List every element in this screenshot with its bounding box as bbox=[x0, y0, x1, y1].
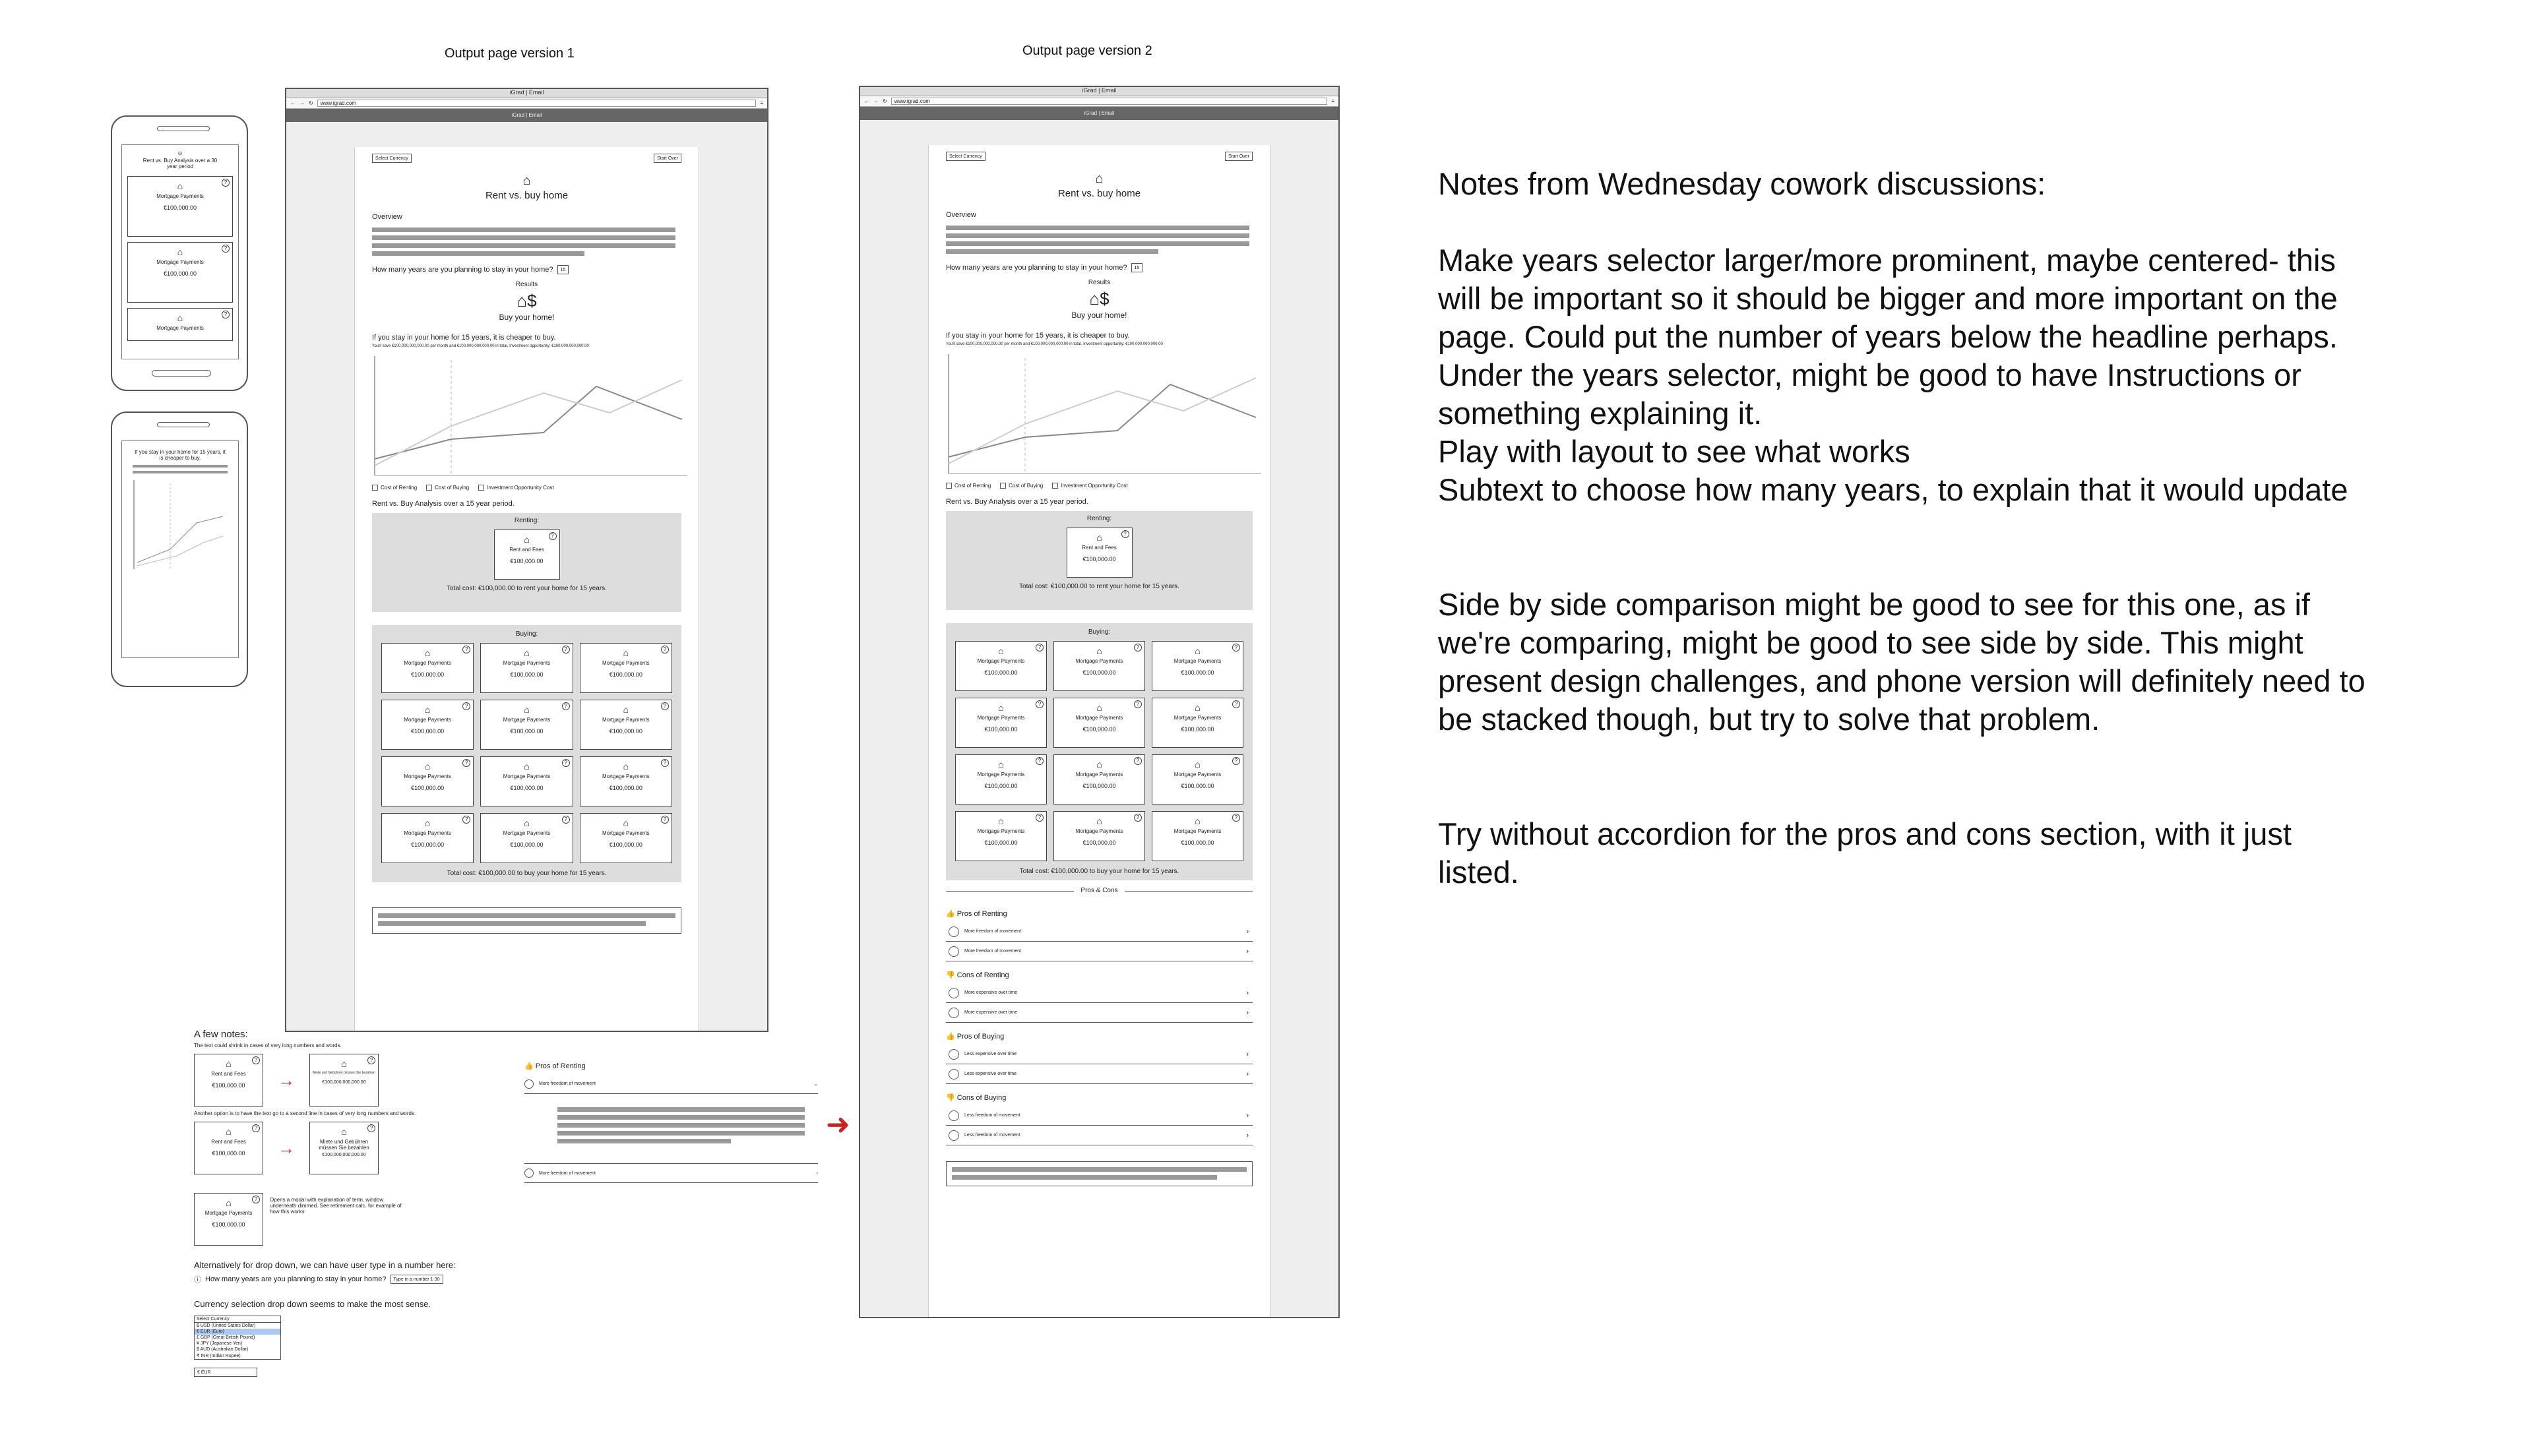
buy-card[interactable]: ? ⌂ Mortgage Payments €100,000.00 bbox=[580, 643, 672, 693]
buy-card[interactable]: ? ⌂ Mortgage Payments €100,000.00 bbox=[1053, 754, 1145, 804]
list-item[interactable]: More freedom of movement › bbox=[946, 922, 1253, 942]
few-notes: A few notes: The text could shrink in cases of very long numbers and words. ? ⌂ Rent and Fees €100,000.00 → ? ⌂ Miete und Gebühren müssen Sie bezahlen €100,000,000,000.00 Another option is to have the text go to a second line in cases of very long numbers and words. ? ⌂ Rent and Fees €100,000.00 → ? ⌂ Miete und Gebühren müssen Sie bezahlen €100,000,000,000.00 ? ⌂ Mortgage Payments €100,000.00 Opens a modal with explanation of term, window underneath dimmed. See retirement calc. for example of how this works Alternatively for drop down, we can have user type in a number here: ⓘ How many years are you planning to stay in your home? Type in a number 1-30 Currency selection drop down seems to make the most sense. Select Currency $ USD (United States Dollar) € EUR (Euro) £ GBP (Great British Pound) ¥ JPY (Japanese Yen) $ AUD (Australian Dollar) ₹ INR (Indian Rupee) € EUR bbox=[194, 1029, 524, 1377]
list-item[interactable]: Less freedom of movement › bbox=[946, 1106, 1253, 1126]
buy-card[interactable]: ? ⌂ Mortgage Payments €100,000.00 bbox=[580, 756, 672, 806]
years-select[interactable]: 15 bbox=[1131, 263, 1143, 272]
back-icon[interactable]: ← bbox=[864, 98, 869, 104]
start-over-button[interactable]: Start Over bbox=[654, 154, 681, 163]
home-icon: ⌂ bbox=[522, 173, 531, 188]
phone-card: ? ⌂ Mortgage Payments €100,000.00 bbox=[127, 176, 233, 237]
url-field[interactable]: www.igrad.com bbox=[891, 98, 1328, 105]
years-number-input[interactable]: Type in a number 1-30 bbox=[391, 1275, 443, 1284]
page-title: Rent vs. buy home bbox=[485, 190, 569, 201]
buy-card[interactable]: ? ⌂ Mortgage Payments €100,000.00 bbox=[480, 643, 573, 693]
buy-card[interactable]: ? ⌂ Mortgage Payments €100,000.00 bbox=[955, 641, 1047, 691]
pros-buying-heading: 👍 Pros of Buying bbox=[946, 1033, 1005, 1041]
overview-heading: Overview bbox=[372, 213, 402, 221]
home-icon: ⌂ bbox=[1095, 171, 1104, 186]
phone-clock-icon: ⊙ bbox=[177, 150, 183, 156]
url-field[interactable]: www.igrad.com bbox=[317, 100, 757, 107]
buy-card[interactable]: ? ⌂ Mortgage Payments €100,000.00 bbox=[381, 813, 474, 863]
reload-icon[interactable]: ↻ bbox=[883, 98, 887, 104]
menu-icon[interactable]: ≡ bbox=[760, 100, 763, 106]
buy-card[interactable]: ? ⌂ Mortgage Payments €100,000.00 bbox=[955, 811, 1047, 861]
buy-card[interactable]: ? ⌂ Mortgage Payments €100,000.00 bbox=[1152, 754, 1243, 804]
cons-renting-heading: 👎 Cons of Renting bbox=[946, 971, 1009, 980]
buy-card[interactable]: ? ⌂ Mortgage Payments €100,000.00 bbox=[580, 813, 672, 863]
buy-card[interactable]: ? ⌂ Mortgage Payments €100,000.00 bbox=[955, 698, 1047, 748]
rent-card[interactable]: ? ⌂ Rent and Fees €100,000.00 bbox=[1067, 528, 1133, 578]
currency-select-collapsed[interactable]: € EUR bbox=[194, 1368, 257, 1377]
note-card: ? ⌂ Rent and Fees €100,000.00 bbox=[194, 1054, 263, 1107]
line-chart-v2 bbox=[946, 351, 1263, 477]
buy-card[interactable]: ? ⌂ Mortgage Payments €100,000.00 bbox=[480, 813, 573, 863]
buy-card[interactable]: ? ⌂ Mortgage Payments €100,000.00 bbox=[1053, 698, 1145, 748]
house-icon: ⌂ bbox=[177, 247, 183, 257]
years-select[interactable]: 15 bbox=[557, 265, 569, 274]
house-dollar-icon: ⌂$ bbox=[516, 291, 537, 311]
list-item[interactable]: Less expensive over time › bbox=[946, 1045, 1253, 1064]
buying-grid bbox=[381, 643, 672, 863]
list-item[interactable]: More freedom of movement › bbox=[946, 942, 1253, 961]
title-version-1: Output page version 1 bbox=[445, 46, 575, 61]
buy-card[interactable]: ? ⌂ Mortgage Payments €100,000.00 bbox=[1053, 641, 1145, 691]
buy-card[interactable]: ? ⌂ Mortgage Payments €100,000.00 bbox=[480, 700, 573, 750]
phone-card: ? ⌂ Mortgage Payments €100,000.00 bbox=[127, 242, 233, 303]
arrow-icon: → bbox=[278, 1070, 295, 1090]
line-chart-v1 bbox=[372, 353, 689, 479]
start-over-button[interactable]: Start Over bbox=[1225, 152, 1253, 161]
page-title: Rent vs. buy home bbox=[1057, 188, 1141, 199]
discussion-notes: Notes from Wednesday cowork discussions: Make years selector larger/more prominent, maybe centered- this will be important so it should be bigger and more important on the page. Could put the number of years below the headline perhaps. Under the years selector, might be good to have Instructions or something explaining it. Play with layout to see what works Subtext to choose how many years, to explain that it would update Side by side comparison might be good to see for this one, as if we're comparing, might be good to see side by side. This might present design challenges, and phone version will definitely need to be stacked though, but try to solve that problem. Try without accordion for the pros and cons section, with it just listed. bbox=[1438, 166, 2365, 890]
list-item[interactable]: Less expensive over time › bbox=[946, 1064, 1253, 1084]
forward-icon[interactable]: → bbox=[299, 100, 305, 106]
cons-buying-heading: 👎 Cons of Buying bbox=[946, 1094, 1007, 1103]
buy-card[interactable]: ? ⌂ Mortgage Payments €100,000.00 bbox=[480, 756, 573, 806]
phone-card: ? ⌂ Mortgage Payments bbox=[127, 308, 233, 341]
back-icon[interactable]: ← bbox=[290, 100, 296, 106]
currency-select[interactable]: Select Currency bbox=[372, 154, 412, 163]
footer-box bbox=[372, 907, 681, 934]
house-icon: ⌂ bbox=[177, 313, 183, 323]
pros-cons-list bbox=[946, 909, 1253, 1145]
currency-select[interactable]: Select Currency bbox=[946, 152, 985, 161]
list-item[interactable]: Less freedom of movement › bbox=[946, 1126, 1253, 1145]
buy-card[interactable]: ? ⌂ Mortgage Payments €100,000.00 bbox=[381, 643, 474, 693]
buy-card[interactable]: ? ⌂ Mortgage Payments €100,000.00 bbox=[1152, 811, 1243, 861]
red-arrow-icon: ➜ bbox=[826, 1108, 850, 1141]
buy-card[interactable]: ? ⌂ Mortgage Payments €100,000.00 bbox=[1053, 811, 1145, 861]
rent-card[interactable]: ? ⌂ Rent and Fees €100,000.00 bbox=[494, 530, 560, 580]
browser-window-v2: iGrad | Email ← → ↻ www.igrad.com ≡ iGrad | Email Select Currency Start Over ⌂ Rent vs. buy home Overview How many years are you planning to stay in your home? 15 Results ⌂$ Buy your home! If you stay in your home for 15 years, it is cheaper to buy. You'll save €100,000,000,000.00 per month and €100,000,000,000.00 in total. Investment opportunity: €100,000,000,000.00 Cost of Renting Cost of Buying Investment Opportunity Cost Rent vs. Buy Analysis over a 15 year period. Renting: ? ⌂ Rent and Fees €100,000.00 Total cost: €100,000.00 to rent your home for 15 years. Buying: ? ⌂ Mortgage Payments €100,000.00 ? ⌂ Mortgage Payments €100,000.00 ? ⌂ Mortgage Payments €100,000.00 ? ⌂ Mortgage Payments €100,000.00 ? ⌂ Mortgage Payments €100,000.00 ? ⌂ Mortgage Payments €100,000.00 ? ⌂ Mortgage Payments €100,000.00 ? ⌂ Mortgage Payments €100,000.00 ? ⌂ Mortgage Payments €100,000.00 ? ⌂ Mortgage Payments €100,000.00 ? ⌂ Mortgage Payments €100,000.00 ? ⌂ Mortgage Payments €100,000.00 Total cost: €100,000.00 to buy your home for 15 years. Pros & Cons 👍 Pros of Renting More freedom of movement › More freedom of movement › 👎 Cons of Renting More expensive over time › More expensive over time › 👍 Pros of Buying Less expensive over time › Less expensive over time › 👎 Cons of Buying Less freedom of movement › Less freedom of movement › bbox=[859, 86, 1340, 1318]
buy-card[interactable]: ? ⌂ Mortgage Payments €100,000.00 bbox=[381, 756, 474, 806]
buy-card[interactable]: ? ⌂ Mortgage Payments €100,000.00 bbox=[381, 700, 474, 750]
buy-card[interactable]: ? ⌂ Mortgage Payments €100,000.00 bbox=[955, 754, 1047, 804]
footer-box bbox=[946, 1161, 1253, 1186]
currency-dropdown[interactable]: Select Currency $ USD (United States Dollar) € EUR (Euro) £ GBP (Great British Pound) ¥ JPY (Japanese Yen) $ AUD (Australian Dollar) ₹ INR (Indian Rupee) bbox=[194, 1316, 281, 1360]
renting-section: Renting: ? ⌂ Rent and Fees €100,000.00 Total cost: €100,000.00 to rent your home for 15 years. bbox=[946, 511, 1253, 610]
accordion-example: 👍 Pros of Renting More freedom of movement ⌄ More freedom of movement › bbox=[524, 1062, 818, 1183]
buying-section: Buying: ? ⌂ Mortgage Payments €100,000.00 ? ⌂ Mortgage Payments €100,000.00 ? ⌂ Mortgage Payments €100,000.00 ? ⌂ Mortgage Payments €100,000.00 ? ⌂ Mortgage Payments €100,000.00 ? ⌂ Mortgage Payments €100,000.00 ? ⌂ Mortgage Payments €100,000.00 ? ⌂ Mortgage Payments €100,000.00 ? ⌂ Mortgage Payments €100,000.00 ? ⌂ Mortgage Payments €100,000.00 ? ⌂ Mortgage Payments €100,000.00 ? ⌂ Mortgage Payments €100,000.00 Total cost: €100,000.00 to buy your home for 15 years. bbox=[372, 625, 681, 882]
renting-section: Renting: ? ⌂ Rent and Fees €100,000.00 Total cost: €100,000.00 to rent your home for 15 years. bbox=[372, 513, 681, 612]
forward-icon[interactable]: → bbox=[873, 98, 879, 104]
browser-window-v1: iGrad | Email ← → ↻ www.igrad.com ≡ iGrad | Email Select Currency Start Over ⌂ Rent vs. buy home Overview How many years are you planning to stay in your home? 15 Results ⌂$ Buy your home! If you stay in your home for 15 years, it is cheaper to buy. You'll save €100,000,000,000.00 per month and €100,000,000,000.00 in total. Investment opportunity: €100,000,000,000.00 Cost of Renting Cost of Buying Investment Opportunity Cost Rent vs. Buy Analysis over a 15 year period. Renting: ? ⌂ Rent and Fees €100,000.00 Total cost: €100,000.00 to rent your home for 15 years. Buying: ? ⌂ Mortgage Payments €100,000.00 ? ⌂ Mortgage Payments €100,000.00 ? ⌂ Mortgage Payments €100,000.00 ? ⌂ Mortgage Payments €100,000.00 ? ⌂ Mortgage Payments €100,000.00 ? ⌂ Mortgage Payments €100,000.00 ? ⌂ Mortgage Payments €100,000.00 ? ⌂ Mortgage Payments €100,000.00 ? ⌂ Mortgage Payments €100,000.00 ? ⌂ Mortgage Payments €100,000.00 ? ⌂ Mortgage Payments €100,000.00 ? ⌂ Mortgage Payments €100,000.00 Total cost: €100,000.00 to buy your home for 15 years. bbox=[285, 88, 768, 1032]
buy-card[interactable]: ? ⌂ Mortgage Payments €100,000.00 bbox=[1152, 641, 1243, 691]
phone-mockup-1: ⊙ Rent vs. Buy Analysis over a 30 year period ? ⌂ Mortgage Payments €100,000.00 ? ⌂ Mortgage Payments €100,000.00 ? ⌂ Mortgage Payments bbox=[111, 115, 248, 391]
title-version-2: Output page version 2 bbox=[1022, 44, 1152, 58]
buying-section: Buying: ? ⌂ Mortgage Payments €100,000.00 ? ⌂ Mortgage Payments €100,000.00 ? ⌂ Mortgage Payments €100,000.00 ? ⌂ Mortgage Payments €100,000.00 ? ⌂ Mortgage Payments €100,000.00 ? ⌂ Mortgage Payments €100,000.00 ? ⌂ Mortgage Payments €100,000.00 ? ⌂ Mortgage Payments €100,000.00 ? ⌂ Mortgage Payments €100,000.00 ? ⌂ Mortgage Payments €100,000.00 ? ⌂ Mortgage Payments €100,000.00 ? ⌂ Mortgage Payments €100,000.00 Total cost: €100,000.00 to buy your home for 15 years. bbox=[946, 623, 1253, 880]
buy-card[interactable]: ? ⌂ Mortgage Payments €100,000.00 bbox=[580, 700, 672, 750]
list-item[interactable]: More expensive over time › bbox=[946, 983, 1253, 1003]
pros-renting-heading: 👍 Pros of Renting bbox=[946, 910, 1007, 919]
house-icon: ⌂ bbox=[177, 181, 183, 191]
menu-icon[interactable]: ≡ bbox=[1331, 98, 1334, 104]
reload-icon[interactable]: ↻ bbox=[309, 100, 313, 106]
house-dollar-icon: ⌂$ bbox=[1089, 289, 1110, 309]
list-item[interactable]: More expensive over time › bbox=[946, 1003, 1253, 1023]
buy-card[interactable]: ? ⌂ Mortgage Payments €100,000.00 bbox=[1152, 698, 1243, 748]
pros-cons-title: Pros & Cons bbox=[1074, 887, 1124, 894]
phone-chart bbox=[131, 477, 230, 576]
phone-mockup-2: If you stay in your home for 15 years, it is cheaper to buy. bbox=[111, 411, 248, 687]
